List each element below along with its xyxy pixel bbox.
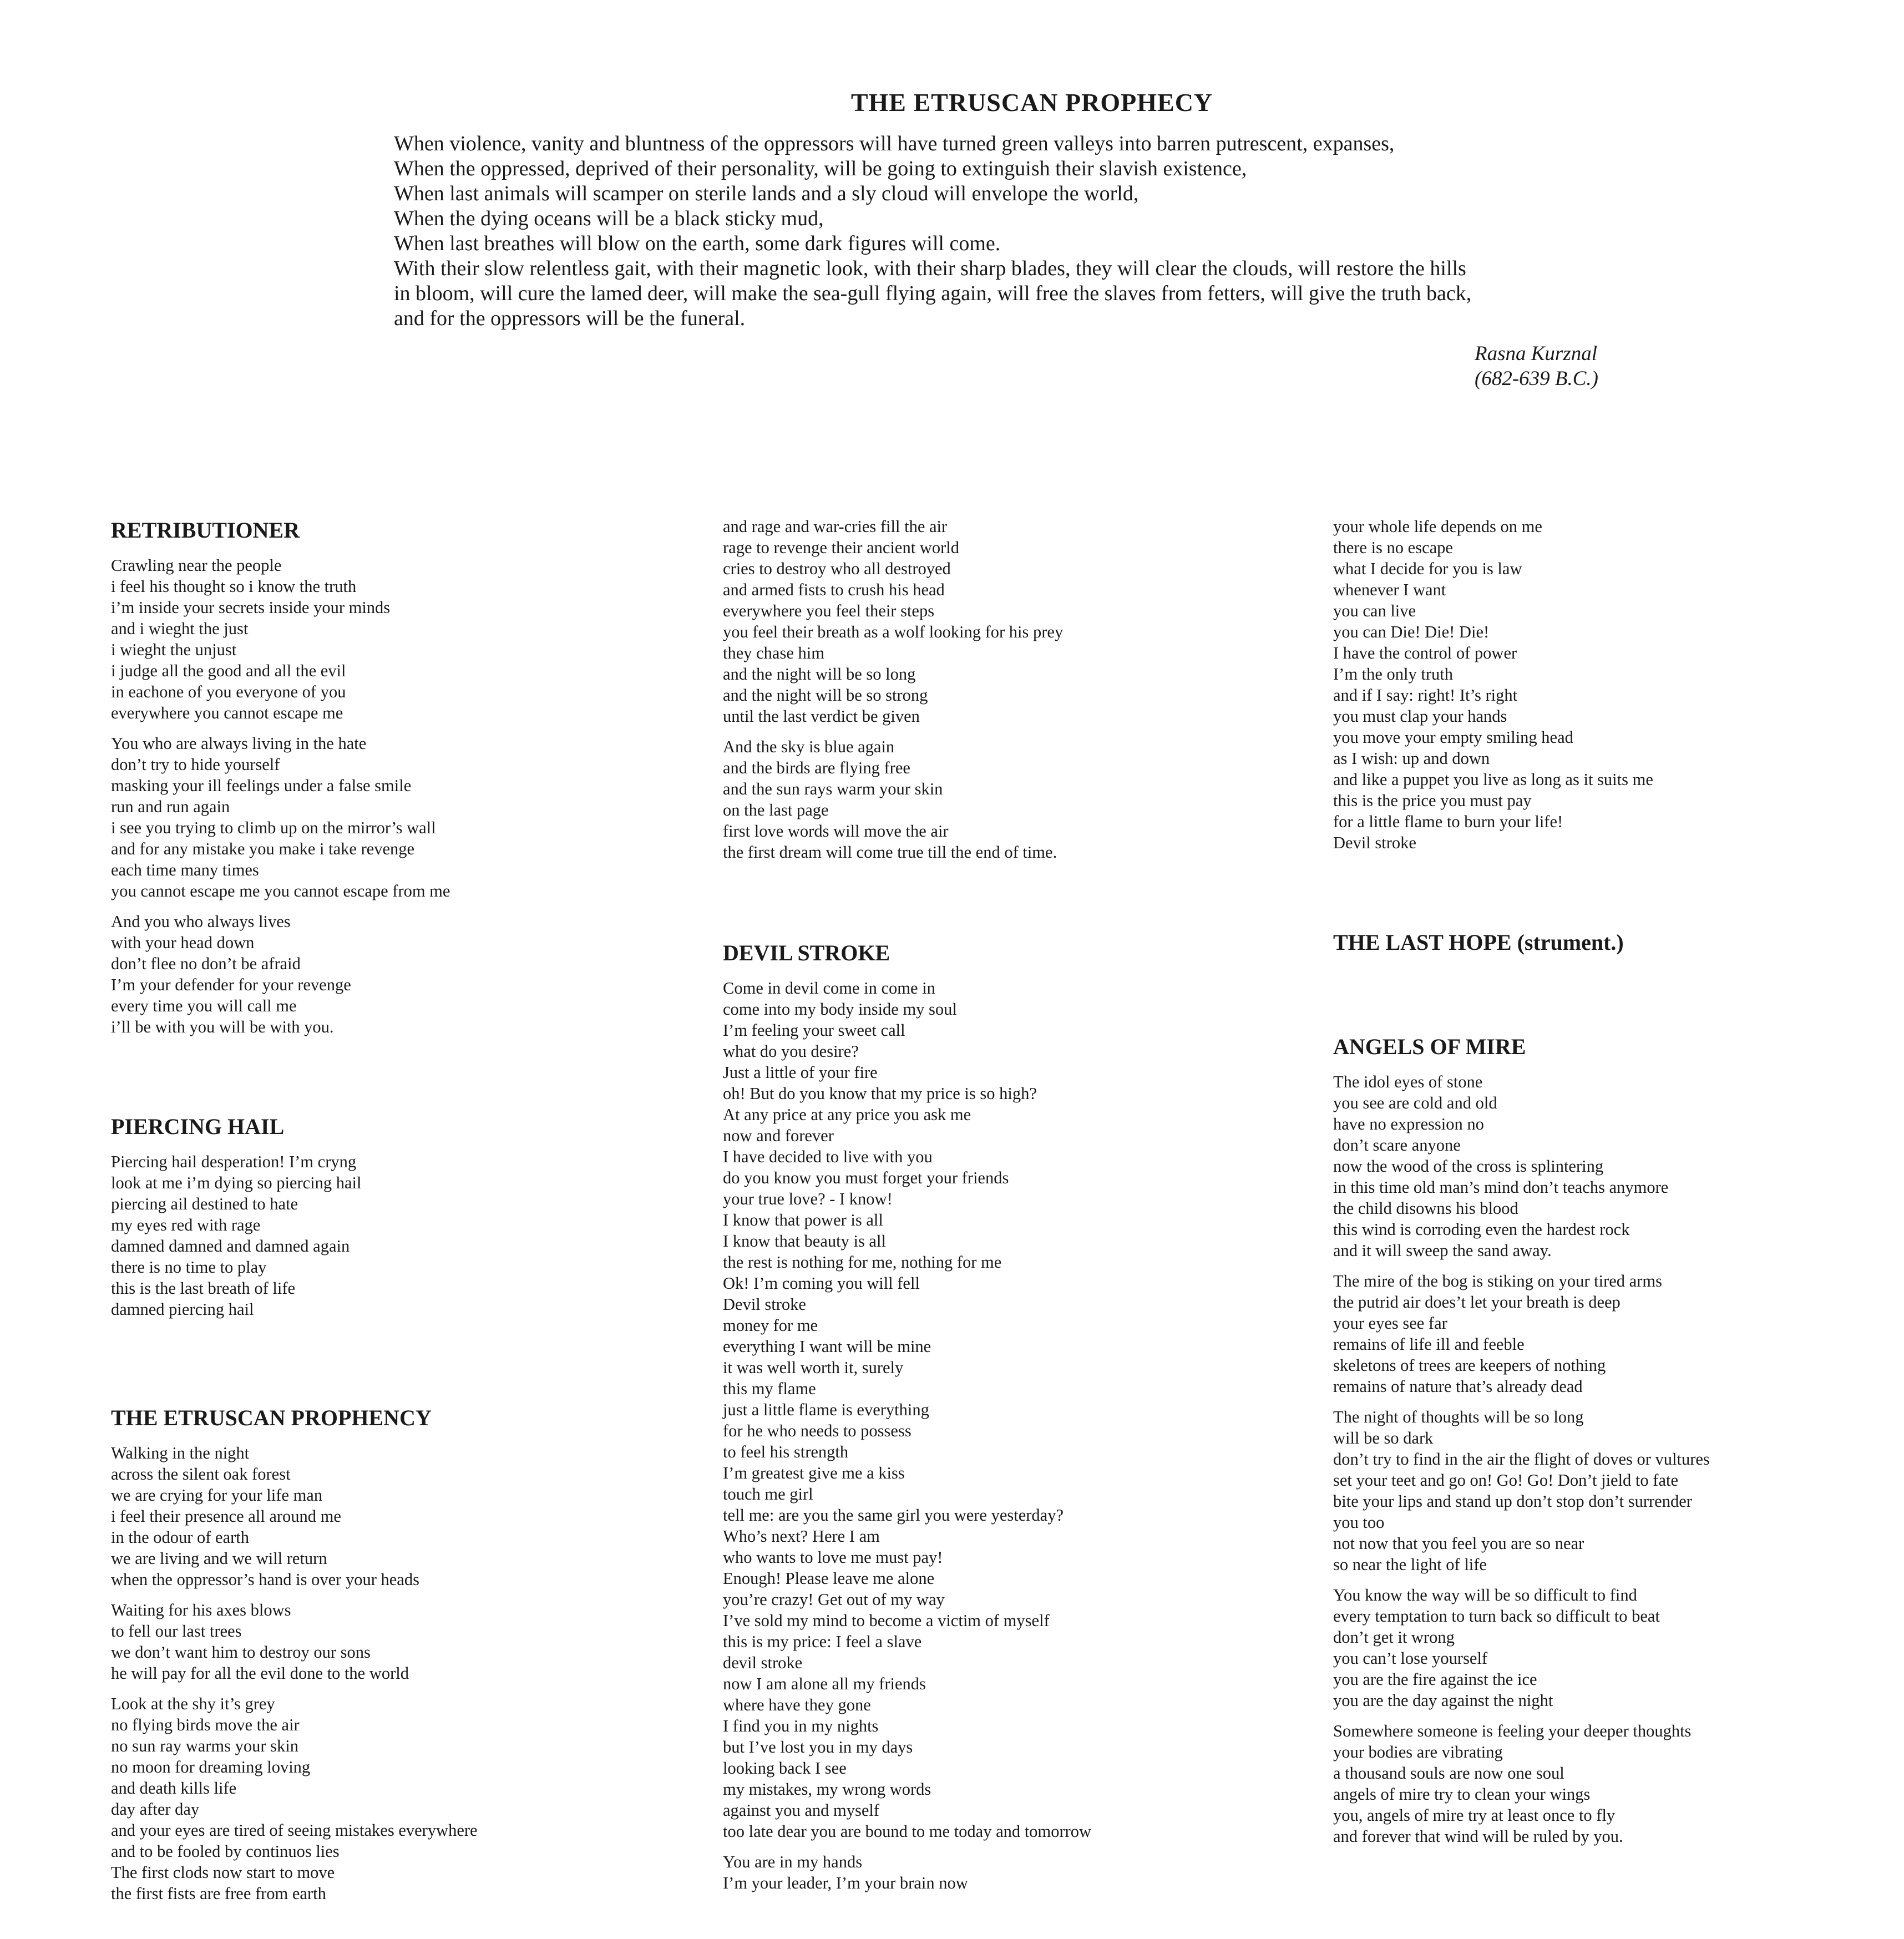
text-line: he will pay for all the evil done to the world [111, 1664, 409, 1683]
text-line: and it will sweep the sand away. [1333, 1241, 1552, 1260]
text-line: the first fists are free from earth [111, 1884, 326, 1903]
text-line: for he who needs to possess [723, 1421, 912, 1440]
text-line: i judge all the good and all the evil [111, 661, 346, 680]
text-line: you can Die! Die! Die! [1333, 622, 1490, 641]
text-line: The night of thoughts will be so long [1333, 1408, 1584, 1426]
text-line: you move your empty smiling head [1333, 728, 1573, 747]
intro-title: THE ETRUSCAN PROPHECY [850, 88, 1213, 117]
text-line: this is the last breath of life [111, 1279, 296, 1298]
text-line: bite your lips and stand up don’t stop don’t surrender [1333, 1492, 1692, 1511]
author-dates: (682-639 B.C.) [1475, 367, 1598, 390]
text-line: set your teet and go on! Go! Go! Don’t jield to fate [1333, 1471, 1678, 1490]
text-line: until the last verdict be given [723, 707, 920, 726]
text-line: At any price at any price you ask me [723, 1105, 971, 1124]
text-line: I’ve sold my mind to become a victim of myself [723, 1611, 1050, 1630]
text-line: don’t try to hide yourself [111, 755, 280, 774]
stanza [1333, 516, 1904, 853]
text-line: I’m greatest give me a kiss [723, 1464, 905, 1482]
text-line: don’t flee no don’t be afraid [111, 954, 301, 973]
text-line: When violence, vanity and bluntness of the oppressors will have turned green valleys into barren putrescent, expanses, [394, 132, 1395, 155]
text-line: Walking in the night [111, 1444, 250, 1462]
text-line: each time many times [111, 860, 259, 879]
text-line: in the odour of earth [111, 1528, 250, 1547]
text-line: a thousand souls are now one soul [1333, 1764, 1564, 1783]
stanza [1333, 1406, 1904, 1575]
text-line: what do you desire? [723, 1042, 859, 1061]
text-line: on the last page [723, 801, 829, 819]
stanza [1333, 1071, 1904, 1261]
text-line: damned piercing hail [111, 1300, 254, 1319]
text-line: and if I say: right! It’s right [1333, 686, 1518, 705]
text-line: piercing ail destined to hate [111, 1194, 298, 1213]
text-line: but I’ve lost you in my days [723, 1738, 913, 1756]
text-line: now the wood of the cross is splintering [1333, 1157, 1604, 1176]
text-line: angels of mire try to clean your wings [1333, 1785, 1591, 1804]
text-line: I know that beauty is all [723, 1232, 886, 1251]
text-line: looking back I see [723, 1759, 847, 1778]
text-line: The first clods now start to move [111, 1863, 335, 1882]
text-line: masking your ill feelings under a false smile [111, 776, 412, 795]
text-line: i feel his thought so i know the truth [111, 577, 357, 596]
text-line: and death kills life [111, 1779, 237, 1798]
text-line: Waiting for his axes blows [111, 1601, 291, 1619]
song-devil-stroke [723, 939, 1322, 1894]
text-line: against you and myself [723, 1801, 880, 1820]
text-line: we are crying for your life man [111, 1486, 323, 1505]
text-line: i wieght the unjust [111, 640, 237, 659]
song-title: DEVIL STROKE [723, 940, 890, 965]
song-title: THE ETRUSCAN PROPHENCY [111, 1405, 432, 1430]
text-line: and for the oppressors will be the funeral. [394, 307, 746, 330]
text-line: and rage and war-cries fill the air [723, 517, 948, 536]
text-line: I know that power is all [723, 1211, 883, 1229]
text-line: there is no time to play [111, 1258, 267, 1277]
song-etruscan-prophency [111, 1404, 710, 1904]
text-line: and to be fooled by continuos lies [111, 1842, 340, 1861]
text-line: you are the day against the night [1333, 1691, 1553, 1710]
text-line: there is no escape [1333, 538, 1453, 557]
text-line: devil stroke [723, 1653, 803, 1672]
text-line: And you who always lives [111, 912, 291, 931]
text-line: Ok! I’m coming you will fell [723, 1274, 920, 1293]
stanza [111, 555, 710, 723]
text-line: just a little flame is everything [723, 1400, 929, 1419]
text-line: the first dream will come true till the end of time. [723, 843, 1057, 862]
stanza [723, 516, 1322, 727]
stanza [111, 911, 710, 1037]
text-line: rage to revenge their ancient world [723, 538, 959, 557]
text-line: and i wieght the just [111, 619, 249, 638]
stanza [111, 1151, 710, 1320]
text-line: you, angels of mire try at least once to fly [1333, 1806, 1616, 1825]
text-line: Who’s next? Here I am [723, 1527, 880, 1546]
text-line: in this time old man’s mind don’t teachs anymore [1333, 1178, 1669, 1197]
column-1 [111, 516, 710, 1913]
text-line: this wind is corroding even the hardest rock [1333, 1220, 1630, 1239]
text-line: You who are always living in the hate [111, 734, 367, 753]
text-line: you cannot escape me you cannot escape from me [111, 882, 450, 900]
text-line: I’m the only truth [1333, 665, 1454, 684]
text-line: with your head down [111, 933, 255, 952]
text-line: and the birds are flying free [723, 758, 910, 777]
text-line: you see are cold and old [1333, 1093, 1497, 1112]
stanza [723, 1851, 1322, 1894]
stanza [111, 733, 710, 902]
text-line: The idol eyes of stone [1333, 1072, 1483, 1091]
song-retributioner [111, 516, 710, 1037]
text-line: money for me [723, 1316, 818, 1335]
text-line: it was well worth it, surely [723, 1358, 904, 1377]
text-line: and the sun rays warm your skin [723, 779, 943, 798]
song-title: THE LAST HOPE (strument.) [1333, 930, 1624, 955]
text-line: when the oppressor’s hand is over your heads [111, 1570, 419, 1589]
song-prophency-continued [723, 516, 1322, 863]
text-line: this is my price: I feel a slave [723, 1632, 922, 1651]
text-line: i’m inside your secrets inside your minds [111, 598, 391, 617]
song-last-hope [1333, 928, 1904, 957]
text-line: so near the light of life [1333, 1555, 1487, 1574]
song-angels-of-mire [1333, 1032, 1904, 1847]
text-line: And the sky is blue again [723, 737, 895, 756]
signature [1475, 341, 1598, 391]
text-line: for a little flame to burn your life! [1333, 812, 1563, 831]
text-line: I’m your defender for your revenge [111, 975, 351, 994]
text-line: cries to destroy who all destroyed [723, 559, 951, 578]
text-line: do you know you must forget your friends [723, 1168, 1009, 1187]
text-line: damned damned and damned again [111, 1237, 350, 1255]
text-line: and the night will be so long [723, 665, 916, 684]
text-line: where have they gone [723, 1695, 871, 1714]
stanza [111, 1693, 710, 1904]
text-line: this my flame [723, 1379, 816, 1398]
text-line: have no expression no [1333, 1115, 1484, 1133]
text-line: When last animals will scamper on sterile lands and a sly cloud will envelope the world, [394, 182, 1139, 205]
text-line: we are living and we will return [111, 1549, 327, 1568]
column-3 [1333, 516, 1904, 1856]
text-line: You are in my hands [723, 1852, 863, 1871]
text-line: When the oppressed, deprived of their personality, will be going to extinguish their slavish existence, [394, 157, 1247, 180]
text-line: oh! But do you know that my price is so high? [723, 1084, 1037, 1103]
text-line: I’m feeling your sweet call [723, 1021, 905, 1040]
text-line: you feel their breath as a wolf looking for his prey [723, 622, 1064, 641]
text-line: no flying birds move the air [111, 1715, 300, 1734]
text-line: The mire of the bog is stiking on your tired arms [1333, 1272, 1662, 1290]
text-line: I have the control of power [1333, 644, 1517, 662]
text-line: you too [1333, 1513, 1385, 1532]
text-line: my eyes red with rage [111, 1216, 261, 1234]
text-line: Just a little of your fire [723, 1063, 878, 1082]
stanza [1333, 1270, 1904, 1397]
text-line: no moon for dreaming loving [111, 1758, 311, 1776]
text-line: across the silent oak forest [111, 1465, 291, 1484]
text-line: don’t try to find in the air the flight of doves or vultures [1333, 1450, 1710, 1469]
song-title: PIERCING HAIL [111, 1114, 285, 1139]
author-name: Rasna Kurznal [1475, 342, 1598, 365]
text-line: the child disowns his blood [1333, 1199, 1518, 1218]
text-line: and the night will be so strong [723, 686, 928, 705]
text-line: When last breathes will blow on the earth, some dark figures will come. [394, 232, 1001, 255]
stanza [1333, 1584, 1904, 1711]
text-line: will be so dark [1333, 1429, 1434, 1447]
text-line: every temptation to turn back so difficult to beat [1333, 1607, 1660, 1626]
text-line: and for any mistake you make i take revenge [111, 839, 415, 858]
text-line: they chase him [723, 644, 824, 662]
text-line: and your eyes are tired of seeing mistakes everywhere [111, 1821, 478, 1840]
text-line: who wants to love me must pay! [723, 1548, 943, 1567]
text-line: every time you will call me [111, 996, 297, 1015]
text-line: i’ll be with you will be with you. [111, 1017, 334, 1036]
text-line: day after day [111, 1800, 200, 1819]
text-line: remains of nature that’s already dead [1333, 1377, 1583, 1396]
text-line: now I am alone all my friends [723, 1674, 926, 1693]
text-line: in eachone of you everyone of you [111, 682, 346, 701]
stanza [111, 1442, 710, 1590]
text-line: Devil stroke [1333, 833, 1416, 852]
text-line: I’m your leader, I’m your brain now [723, 1874, 968, 1892]
text-line: Piercing hail desperation! I’m cryng [111, 1152, 357, 1171]
text-line: Look at the shy it’s grey [111, 1694, 275, 1713]
text-line: you must clap your hands [1333, 707, 1507, 726]
text-line: Devil stroke [723, 1295, 806, 1314]
text-line: and forever that wind will be ruled by you. [1333, 1827, 1623, 1846]
text-line: what I decide for you is law [1333, 559, 1522, 578]
stanza [723, 736, 1322, 863]
text-line: no sun ray warms your skin [111, 1737, 299, 1755]
text-line: everything I want will be mine [723, 1337, 931, 1356]
text-line: the rest is nothing for me, nothing for me [723, 1253, 1002, 1272]
stanza [723, 978, 1322, 1842]
text-line: come into my body inside my soul [723, 1000, 957, 1019]
text-line: everywhere you cannot escape me [111, 703, 343, 722]
intro-section [394, 88, 1648, 331]
text-line: You know the way will be so difficult to find [1333, 1586, 1637, 1604]
song-devil-stroke-continued [1333, 516, 1904, 853]
text-line: skeletons of trees are keepers of nothing [1333, 1356, 1606, 1375]
text-line: you can live [1333, 601, 1416, 620]
text-line: don’t scare anyone [1333, 1136, 1461, 1155]
text-line: Come in devil come in come in [723, 979, 935, 998]
text-line: touch me girl [723, 1485, 813, 1503]
text-line: tell me: are you the same girl you were yesterday? [723, 1506, 1064, 1525]
text-line: you’re crazy! Get out of my way [723, 1590, 945, 1609]
text-line: run and run again [111, 797, 230, 816]
text-line: With their slow relentless gait, with their magnetic look, with their sharp blades, they will clear the clouds, will restore the hills [394, 257, 1466, 280]
text-line: too late dear you are bound to me today and tomorrow [723, 1822, 1092, 1841]
text-line: When the dying oceans will be a black sticky mud, [394, 207, 824, 230]
text-line: everywhere you feel their steps [723, 601, 935, 620]
text-line: my mistakes, my wrong words [723, 1780, 931, 1799]
text-line: your bodies are vibrating [1333, 1743, 1503, 1761]
text-line: and armed fists to crush his head [723, 580, 945, 599]
text-line: look at me i’m dying so piercing hail [111, 1173, 362, 1192]
song-piercing-hail [111, 1112, 710, 1320]
text-line: i feel their presence all around me [111, 1507, 341, 1526]
stanza [1333, 1720, 1904, 1847]
text-line: to feel his strength [723, 1442, 849, 1461]
text-line: you can’t lose yourself [1333, 1649, 1488, 1668]
text-line: don’t get it wrong [1333, 1628, 1455, 1647]
column-2 [723, 516, 1322, 1903]
text-line: I find you in my nights [723, 1717, 879, 1735]
text-line: the putrid air does’t let your breath is deep [1333, 1293, 1621, 1312]
text-line: Somewhere someone is feeling your deeper thoughts [1333, 1722, 1692, 1740]
text-line: your eyes see far [1333, 1314, 1447, 1333]
text-line: i see you trying to climb up on the mirror’s wall [111, 818, 436, 837]
text-line: I have decided to live with you [723, 1147, 933, 1166]
text-line: to fell our last trees [111, 1622, 242, 1641]
song-title: ANGELS OF MIRE [1333, 1034, 1526, 1059]
text-line: your true love? - I know! [723, 1189, 893, 1208]
text-line: you are the fire against the ice [1333, 1670, 1537, 1689]
text-line: now and forever [723, 1126, 834, 1145]
song-title: RETRIBUTIONER [111, 518, 300, 543]
text-line: as I wish: up and down [1333, 749, 1490, 768]
intro-text [394, 131, 1648, 331]
text-line: not now that you feel you are so near [1333, 1534, 1584, 1553]
stanza [111, 1599, 710, 1684]
text-line: Enough! Please leave me alone [723, 1569, 935, 1588]
text-line: Crawling near the people [111, 556, 282, 575]
text-line: and like a puppet you live as long as it suits me [1333, 770, 1653, 789]
text-line: remains of life ill and feeble [1333, 1335, 1525, 1354]
text-line: your whole life depends on me [1333, 517, 1542, 536]
text-line: first love words will move the air [723, 822, 949, 841]
text-line: in bloom, will cure the lamed deer, will make the sea-gull flying again, will free the slaves from fetters, will give the truth back, [394, 282, 1472, 305]
text-line: whenever I want [1333, 580, 1446, 599]
text-line: we don’t want him to destroy our sons [111, 1643, 371, 1662]
text-line: this is the price you must pay [1333, 791, 1532, 810]
